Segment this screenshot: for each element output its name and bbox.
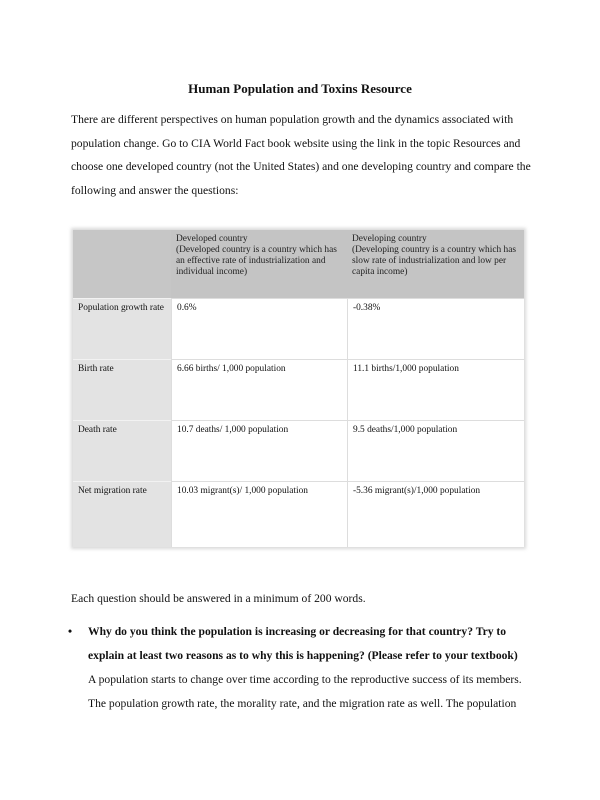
developed-death: 10.7 deaths/ 1,000 population bbox=[171, 420, 347, 481]
header-developed bbox=[171, 230, 347, 298]
word-requirement: Each question should be answered in a minimum of 200 words. bbox=[71, 592, 366, 605]
row-label-growth: Population growth rate bbox=[73, 298, 171, 359]
row-label-death: Death rate bbox=[73, 420, 171, 481]
question-text: Why do you think the population is increasing or decreasing for that country? Try to explain at least two reasons as to why this is happening? (Please refer to your textbook) bbox=[88, 625, 518, 662]
bullet-icon: • bbox=[68, 625, 73, 638]
question-item bbox=[68, 620, 538, 667]
developing-birth: 11.1 births/1,000 population bbox=[347, 359, 524, 420]
document-title: Human Population and Toxins Resource bbox=[188, 81, 412, 96]
comparison-table bbox=[73, 230, 524, 547]
comparison-grid bbox=[73, 230, 524, 547]
table-corner-cell bbox=[73, 230, 171, 298]
header-developing-text: Developing country (Developing country is a country which has slow rate of industrialization and low per capita income) bbox=[352, 234, 517, 277]
header-developed-text: Developed country (Developed country is a country which has an effective rate of industrialization and individual income) bbox=[176, 234, 337, 277]
developing-growth: -0.38% bbox=[347, 298, 524, 359]
answer-paragraph: A population starts to change over time according to the reproductive success of its members. The population growth rate, the morality rate, and the migration rate as well. The population bbox=[88, 673, 522, 710]
developing-migration: -5.36 migrant(s)/1,000 population bbox=[347, 481, 524, 547]
developed-migration: 10.03 migrant(s)/ 1,000 population bbox=[171, 481, 347, 547]
developed-birth: 6.66 births/ 1,000 population bbox=[171, 359, 347, 420]
row-label-birth: Birth rate bbox=[73, 359, 171, 420]
developed-growth: 0.6% bbox=[171, 298, 347, 359]
intro-paragraph: There are different perspectives on human population growth and the dynamics associated with population change. Go to CIA World Fact book website using the link in the topic Resources and choose one developed country (not the United States) and one developing country and compare the following and answer the questions: bbox=[71, 113, 531, 197]
row-label-migration: Net migration rate bbox=[73, 481, 171, 547]
developing-death: 9.5 deaths/1,000 population bbox=[347, 420, 524, 481]
header-developing bbox=[347, 230, 524, 298]
